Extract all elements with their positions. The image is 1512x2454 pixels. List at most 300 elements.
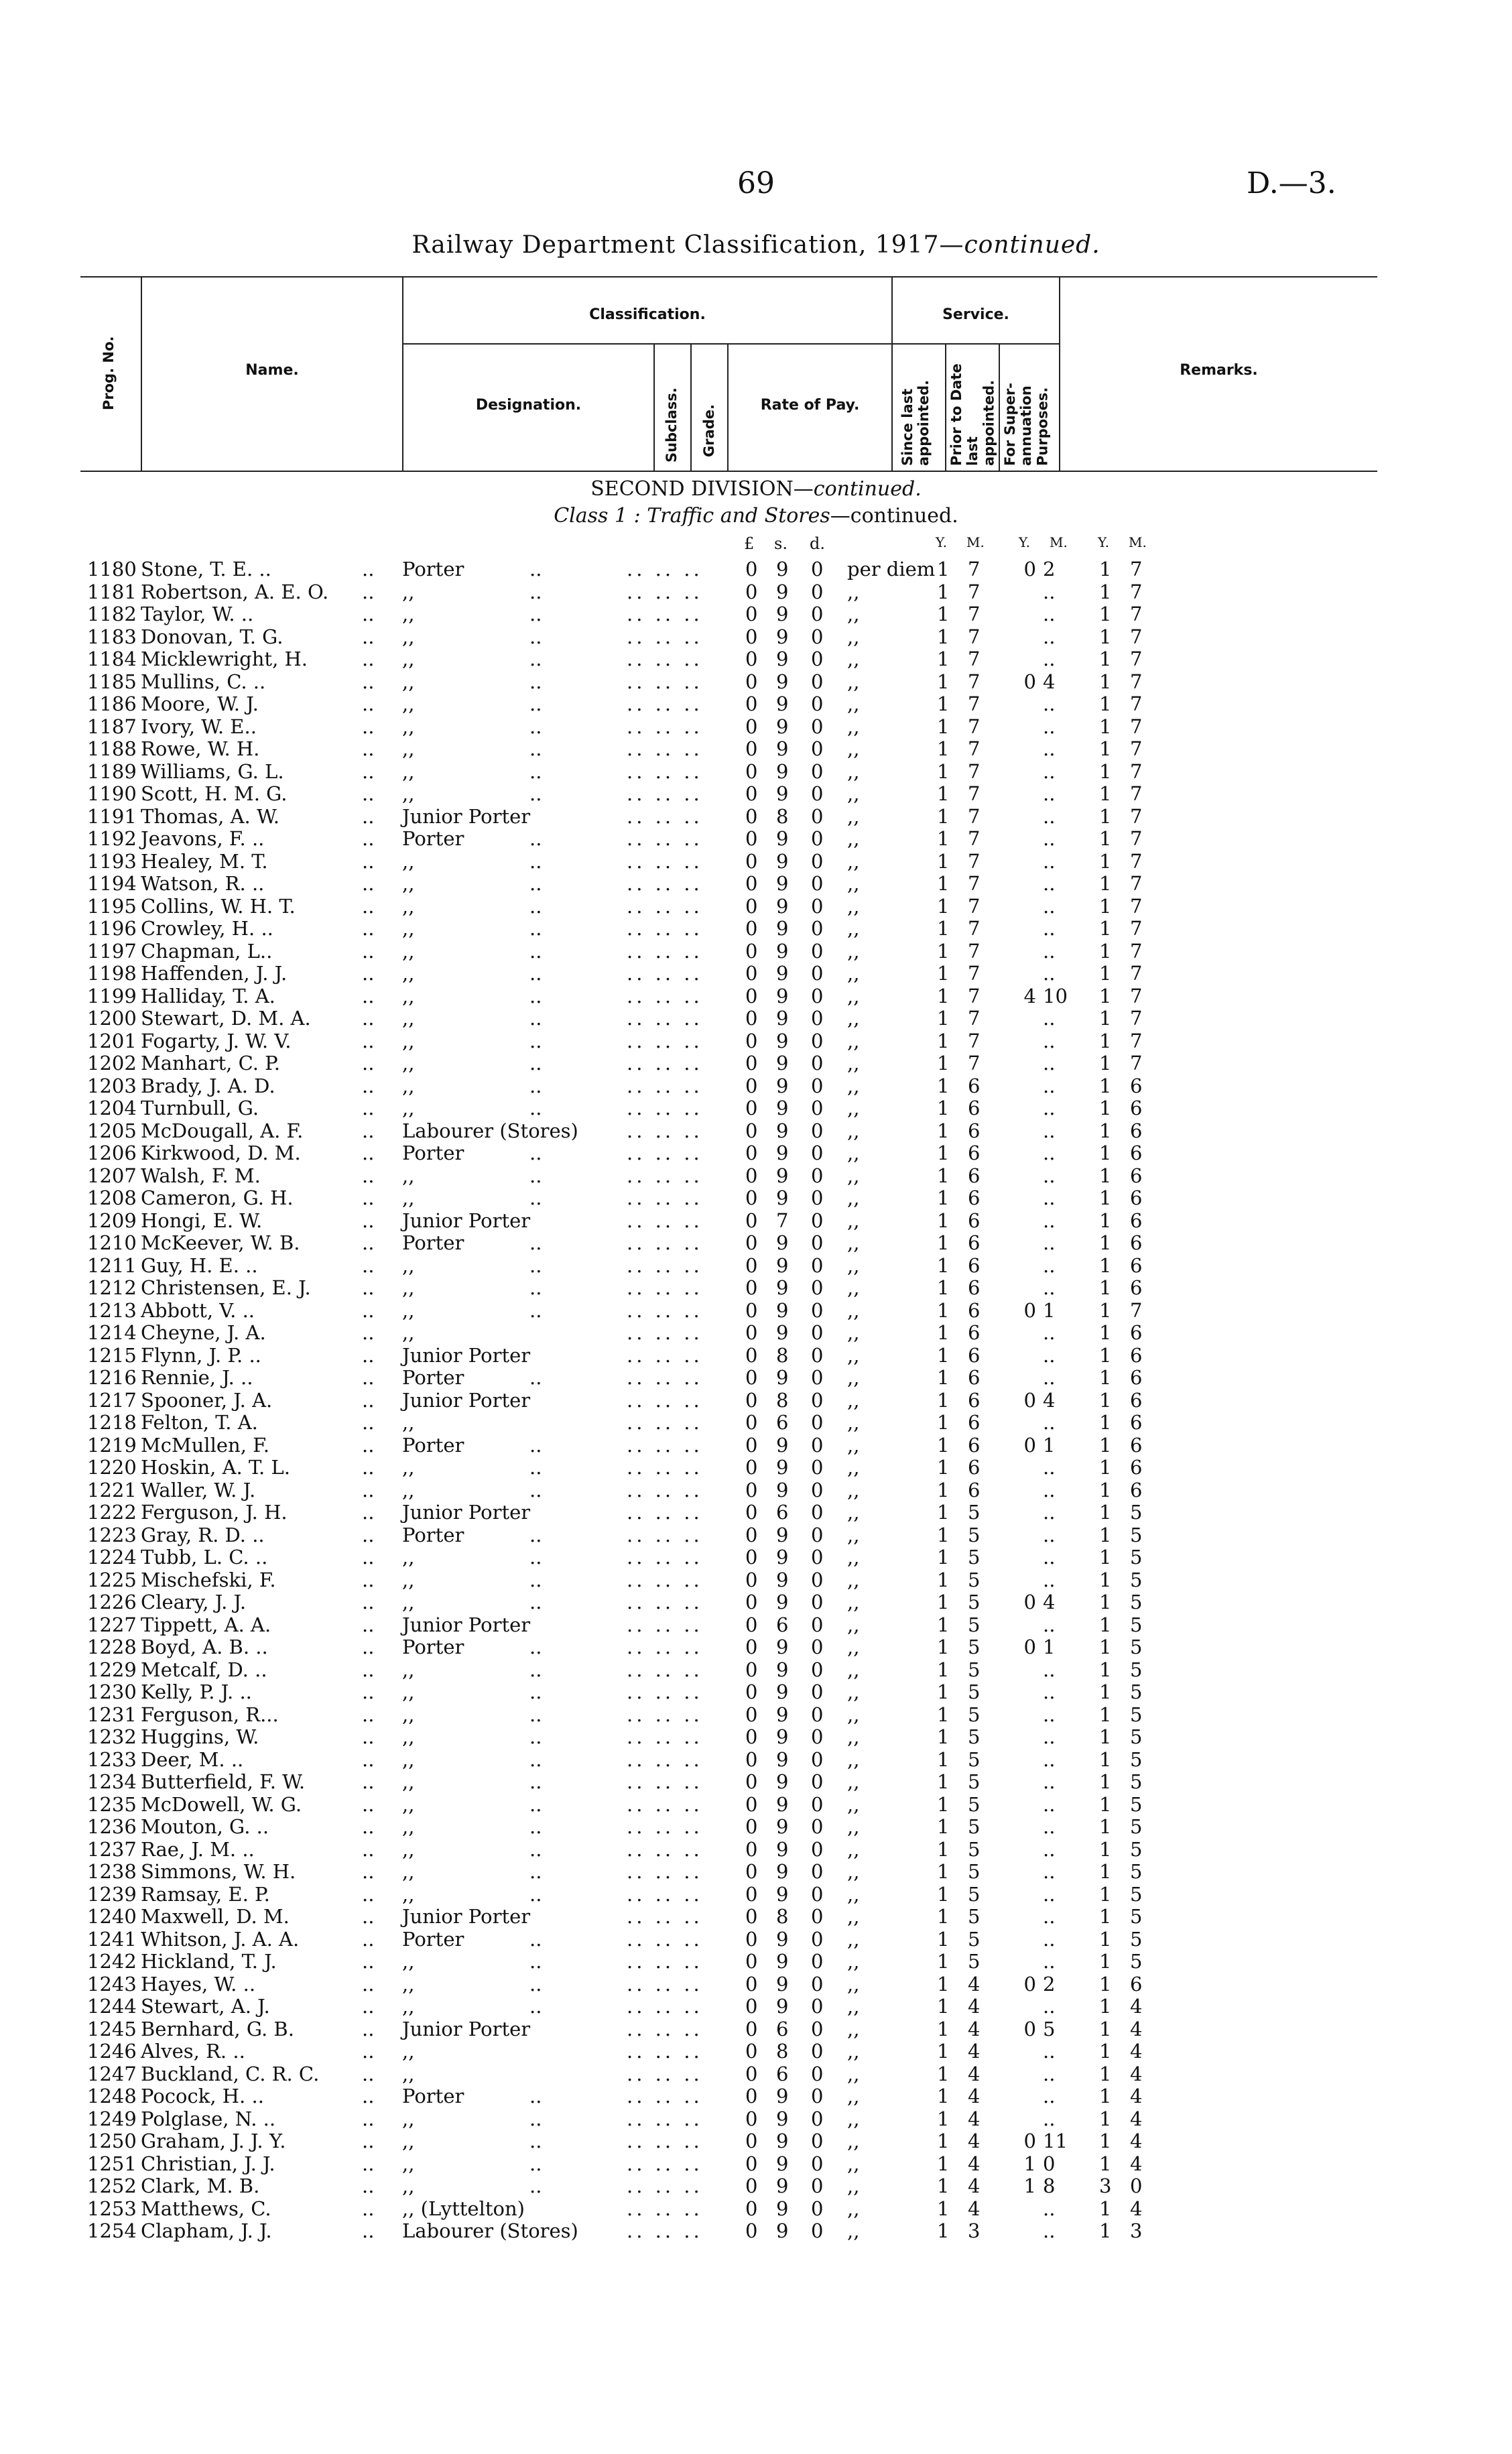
cell-leader-dots: .. .. ..	[627, 2219, 703, 2242]
cell-pay-shillings: 9	[776, 1074, 789, 1097]
cell-pay-per: ,,	[847, 2219, 860, 2242]
cell-designation: ,,	[402, 648, 415, 670]
cell-designation: ,,	[402, 782, 415, 805]
cell-super-months: 7	[1130, 962, 1143, 985]
cell-leader-dots: ..	[362, 1546, 375, 1569]
cell-pay-pounds: 0	[745, 2085, 758, 2107]
cell-pay-pence: 0	[811, 2152, 824, 2175]
cell-super-months: 6	[1130, 1972, 1143, 1996]
cell-pay-shillings: 9	[776, 2130, 789, 2152]
table-row	[0, 896, 1512, 918]
cell-prior-years: 0	[1023, 670, 1036, 693]
cell-designation: ,,	[402, 2107, 415, 2130]
cell-super-months: 6	[1130, 1478, 1143, 1501]
cell-pay-per: ,,	[847, 849, 860, 873]
cell-leader-dots: ..	[529, 1231, 542, 1254]
cell-leader-dots: ..	[362, 1837, 375, 1861]
cell-since-years: 1	[937, 939, 950, 963]
cell-pay-pounds: 0	[745, 1591, 758, 1613]
cell-super-years: 1	[1099, 625, 1112, 648]
table-row	[0, 1749, 1512, 1772]
cell-prog-no: 1220	[87, 1456, 137, 1479]
cell-since-months: 7	[968, 1029, 981, 1052]
cell-pay-pounds: 0	[745, 603, 758, 625]
cell-prior-months: ..	[1043, 1860, 1056, 1883]
cell-prior-months: ..	[1043, 1142, 1056, 1164]
cell-name: Deer, M. ..	[141, 1747, 244, 1771]
cell-leader-dots: ..	[529, 1747, 542, 1771]
cell-pay-shillings: 9	[776, 1523, 789, 1546]
cell-leader-dots: .. .. ..	[627, 1636, 703, 1658]
table-row	[0, 1232, 1512, 1255]
table-row	[0, 828, 1512, 851]
cell-leader-dots: ..	[362, 1478, 375, 1501]
cell-since-months: 7	[968, 984, 981, 1007]
cell-leader-dots: ..	[529, 2085, 542, 2107]
cell-leader-dots: .. .. ..	[627, 827, 703, 850]
cell-pay-per: ,,	[847, 1860, 860, 1883]
cell-prior-months: ..	[1043, 1029, 1056, 1052]
cell-name: Jeavons, F. ..	[141, 827, 265, 850]
cell-super-months: 6	[1130, 1388, 1143, 1412]
cell-leader-dots: ..	[529, 715, 542, 738]
cell-pay-pounds: 0	[745, 625, 758, 648]
cell-leader-dots: .. .. ..	[627, 1186, 703, 1209]
cell-pay-per: ,,	[847, 1815, 860, 1838]
cell-pay-per: ,,	[847, 2107, 860, 2130]
cell-super-months: 0	[1130, 2174, 1143, 2197]
cell-name: Polglase, N. ..	[141, 2107, 276, 2130]
cell-leader-dots: .. .. ..	[627, 1905, 703, 1928]
cell-prior-months: ..	[1043, 1770, 1056, 1793]
cell-pay-shillings: 9	[776, 1007, 789, 1030]
cell-designation: ,,	[402, 1882, 415, 1906]
header-grade: Grade.	[701, 404, 717, 457]
cell-prior-months: 4	[1043, 1591, 1056, 1613]
cell-leader-dots: .. .. ..	[627, 1995, 703, 2018]
cell-super-months: 4	[1130, 2085, 1143, 2107]
cell-super-months: 6	[1130, 1321, 1143, 1344]
cell-pay-per: ,,	[847, 1501, 860, 1524]
cell-since-months: 5	[968, 1792, 981, 1816]
cell-designation: ,,	[402, 1546, 415, 1569]
cell-leader-dots: .. .. ..	[627, 1388, 703, 1412]
cell-leader-dots: ..	[529, 1433, 542, 1457]
cell-since-months: 4	[968, 2085, 981, 2107]
cell-name: Healey, M. T.	[141, 849, 268, 873]
cell-leader-dots: ..	[362, 715, 375, 738]
header-designation: Designation.	[475, 397, 582, 414]
cell-pay-pounds: 0	[745, 1792, 758, 1816]
cell-pay-per: ,,	[847, 1007, 860, 1030]
cell-since-months: 7	[968, 894, 981, 918]
table-row	[0, 1255, 1512, 1278]
cell-prior-months: ..	[1043, 1837, 1056, 1861]
cell-pay-per: ,,	[847, 1636, 860, 1658]
cell-prior-years: 0	[1023, 2130, 1036, 2152]
cell-designation: Porter	[402, 1142, 464, 1164]
cell-pay-shillings: 9	[776, 1433, 789, 1457]
cell-prog-no: 1242	[87, 1950, 137, 1973]
cell-since-months: 4	[968, 2197, 981, 2220]
cell-since-months: 5	[968, 1837, 981, 1861]
cell-prog-no: 1197	[87, 939, 137, 963]
cell-designation: Porter	[402, 1523, 464, 1546]
table-row	[0, 558, 1512, 581]
cell-leader-dots: .. .. ..	[627, 1321, 703, 1344]
table-row	[0, 626, 1512, 649]
cell-prior-years: 1	[1023, 2152, 1036, 2175]
cell-super-years: 1	[1099, 2085, 1112, 2107]
cell-since-years: 1	[937, 1253, 950, 1277]
cell-leader-dots: ..	[529, 962, 542, 985]
cell-super-months: 5	[1130, 1837, 1143, 1861]
cell-pay-pence: 0	[811, 1501, 824, 1524]
cell-prior-months: ..	[1043, 1568, 1056, 1591]
cell-pay-pounds: 0	[745, 1411, 758, 1434]
table-row	[0, 1501, 1512, 1524]
header-name: Name.	[245, 362, 299, 379]
cell-super-months: 7	[1130, 670, 1143, 693]
cell-pay-shillings: 9	[776, 715, 789, 738]
cell-name: Brady, J. A. D.	[141, 1074, 275, 1097]
cell-prior-months: ..	[1043, 1815, 1056, 1838]
cell-pay-pounds: 0	[745, 1119, 758, 1142]
cell-prior-months: ..	[1043, 1523, 1056, 1546]
cell-pay-pounds: 0	[745, 1343, 758, 1367]
cell-leader-dots: ..	[362, 1007, 375, 1030]
cell-pay-per: ,,	[847, 1747, 860, 1771]
cell-pay-shillings: 7	[776, 1209, 789, 1232]
cell-designation: Porter	[402, 558, 464, 580]
cell-designation: ,,	[402, 1478, 415, 1501]
cell-prior-months: ..	[1043, 1927, 1056, 1951]
cell-leader-dots: ..	[529, 849, 542, 873]
cell-pay-per: ,,	[847, 1343, 860, 1367]
cell-since-months: 6	[968, 1119, 981, 1142]
cell-super-years: 1	[1099, 1882, 1112, 1906]
cell-leader-dots: .. .. ..	[627, 1972, 703, 1996]
cell-designation: ,,	[402, 603, 415, 625]
cell-super-months: 5	[1130, 1568, 1143, 1591]
cell-super-months: 7	[1130, 827, 1143, 850]
cell-since-months: 5	[968, 1546, 981, 1569]
cell-leader-dots: .. .. ..	[627, 1366, 703, 1389]
cell-prior-months: ..	[1043, 872, 1056, 895]
table-row	[0, 806, 1512, 829]
cell-leader-dots: ..	[362, 1703, 375, 1726]
cell-pay-pence: 0	[811, 1747, 824, 1771]
cell-super-years: 1	[1099, 692, 1112, 715]
cell-prior-years: 4	[1023, 984, 1036, 1007]
cell-prior-years: 0	[1023, 1636, 1036, 1658]
cell-pay-shillings: 6	[776, 2017, 789, 2040]
cell-since-years: 1	[937, 804, 950, 828]
cell-leader-dots: ..	[362, 1747, 375, 1771]
cell-pay-pence: 0	[811, 1972, 824, 1996]
cell-prior-months: ..	[1043, 804, 1056, 828]
cell-super-months: 6	[1130, 1164, 1143, 1187]
cell-pay-pounds: 0	[745, 804, 758, 828]
cell-name: Metcalf, D. ..	[141, 1658, 267, 1681]
cell-name: Hongi, E. W.	[141, 1209, 263, 1232]
cell-super-months: 4	[1130, 2107, 1143, 2130]
cell-leader-dots: .. .. ..	[627, 715, 703, 738]
cell-prog-no: 1201	[87, 1029, 137, 1052]
cell-prog-no: 1221	[87, 1478, 137, 1501]
cell-since-months: 5	[968, 1680, 981, 1703]
cell-pay-pounds: 0	[745, 1523, 758, 1546]
cell-leader-dots: ..	[529, 580, 542, 603]
cell-leader-dots: ..	[362, 1253, 375, 1277]
cell-super-years: 1	[1099, 1770, 1112, 1793]
cell-since-months: 5	[968, 1523, 981, 1546]
cell-super-months: 7	[1130, 737, 1143, 760]
cell-prior-months: 8	[1043, 2174, 1056, 2197]
cell-since-years: 1	[937, 1546, 950, 1569]
cell-pay-pence: 0	[811, 1568, 824, 1591]
cell-prior-months: ..	[1043, 1792, 1056, 1816]
cell-super-years: 1	[1099, 1186, 1112, 1209]
cell-pay-pence: 0	[811, 1905, 824, 1928]
cell-leader-dots: ..	[529, 2174, 542, 2197]
cell-pay-pounds: 0	[745, 1703, 758, 1726]
cell-prior-years: 0	[1023, 1298, 1036, 1322]
cell-leader-dots: ..	[529, 1007, 542, 1030]
cell-pay-per: ,,	[847, 1209, 860, 1232]
cell-super-months: 6	[1130, 1186, 1143, 1209]
cell-super-months: 5	[1130, 1546, 1143, 1569]
cell-pay-shillings: 9	[776, 558, 789, 580]
table-row	[0, 1120, 1512, 1143]
cell-leader-dots: .. .. ..	[627, 1950, 703, 1973]
cell-since-months: 5	[968, 1501, 981, 1524]
cell-super-months: 5	[1130, 1680, 1143, 1703]
cell-prior-months: ..	[1043, 1546, 1056, 1569]
cell-pay-per: ,,	[847, 1411, 860, 1434]
cell-name: Clark, M. B.	[141, 2174, 260, 2197]
cell-prior-months: ..	[1043, 2197, 1056, 2220]
cell-prior-months: ..	[1043, 1007, 1056, 1030]
cell-since-months: 7	[968, 804, 981, 828]
cell-prior-months: ..	[1043, 625, 1056, 648]
cell-super-years: 1	[1099, 1860, 1112, 1883]
cell-leader-dots: .. .. ..	[627, 759, 703, 783]
cell-super-years: 1	[1099, 939, 1112, 963]
cell-since-months: 4	[968, 2130, 981, 2152]
cell-super-years: 1	[1099, 1591, 1112, 1613]
cell-super-years: 1	[1099, 962, 1112, 985]
cell-since-years: 1	[937, 1411, 950, 1434]
cell-prior-months: 4	[1043, 1388, 1056, 1412]
cell-super-months: 5	[1130, 1523, 1143, 1546]
cell-prior-months: ..	[1043, 2219, 1056, 2242]
cell-leader-dots: .. .. ..	[627, 1007, 703, 1030]
cell-since-months: 4	[968, 2152, 981, 2175]
table-row	[0, 648, 1512, 671]
cell-prior-months: 10	[1043, 984, 1068, 1007]
cell-leader-dots: ..	[529, 1074, 542, 1097]
cell-pay-pounds: 0	[745, 2219, 758, 2242]
cell-prog-no: 1247	[87, 2062, 137, 2085]
cell-super-months: 7	[1130, 917, 1143, 940]
cell-since-years: 1	[937, 692, 950, 715]
cell-prog-no: 1251	[87, 2152, 137, 2175]
cell-designation: ,,	[402, 2152, 415, 2175]
cell-super-months: 7	[1130, 759, 1143, 783]
cell-pay-pence: 0	[811, 1837, 824, 1861]
header-prior-to-date: Prior to Date last appointed.	[948, 363, 997, 466]
cell-leader-dots: ..	[529, 1142, 542, 1164]
cell-pay-pounds: 0	[745, 1231, 758, 1254]
cell-leader-dots: ..	[362, 1792, 375, 1816]
cell-prior-months: ..	[1043, 1905, 1056, 1928]
table-row	[0, 1681, 1512, 1704]
cell-super-years: 1	[1099, 1321, 1112, 1344]
table-row	[0, 2108, 1512, 2131]
cell-leader-dots: ..	[362, 1231, 375, 1254]
cell-pay-per: ,,	[847, 1478, 860, 1501]
cell-super-years: 1	[1099, 1501, 1112, 1524]
cell-prior-months: ..	[1043, 1321, 1056, 1344]
cell-pay-pounds: 0	[745, 827, 758, 850]
cell-pay-per: ,,	[847, 1253, 860, 1277]
cell-leader-dots: ..	[529, 737, 542, 760]
table-row	[0, 1816, 1512, 1839]
cell-leader-dots: .. .. ..	[627, 917, 703, 940]
cell-pay-pounds: 0	[745, 715, 758, 738]
cell-pay-pounds: 0	[745, 872, 758, 895]
cell-prog-no: 1209	[87, 1209, 137, 1232]
cell-super-years: 1	[1099, 1433, 1112, 1457]
cell-name: Christian, J. J.	[141, 2152, 275, 2175]
cell-designation: ,,	[402, 1658, 415, 1681]
cell-leader-dots: ..	[362, 737, 375, 760]
cell-pay-per: ,,	[847, 715, 860, 738]
cell-pay-pence: 0	[811, 692, 824, 715]
cell-pay-pence: 0	[811, 1253, 824, 1277]
cell-super-months: 7	[1130, 625, 1143, 648]
cell-super-years: 1	[1099, 1680, 1112, 1703]
cell-leader-dots: ..	[362, 1882, 375, 1906]
cell-leader-dots: .. .. ..	[627, 1119, 703, 1142]
cell-designation: Junior Porter	[402, 1388, 531, 1412]
cell-name: Robertson, A. E. O.	[141, 580, 329, 603]
header-since-last: Since last appointed.	[899, 379, 932, 466]
cell-name: Tubb, L. C. ..	[141, 1546, 268, 1569]
cell-pay-shillings: 9	[776, 625, 789, 648]
cell-prog-no: 1208	[87, 1186, 137, 1209]
cell-since-years: 1	[937, 1860, 950, 1883]
table-row	[0, 2085, 1512, 2108]
cell-pay-per: ,,	[847, 1456, 860, 1479]
cell-super-months: 4	[1130, 2017, 1143, 2040]
cell-prog-no: 1210	[87, 1231, 137, 1254]
cell-pay-pounds: 0	[745, 849, 758, 873]
header-classification: Classification.	[589, 306, 706, 323]
cell-pay-pounds: 0	[745, 1546, 758, 1569]
cell-leader-dots: ..	[362, 1186, 375, 1209]
cell-prior-months: ..	[1043, 849, 1056, 873]
cell-pay-pounds: 0	[745, 917, 758, 940]
table-row	[0, 1142, 1512, 1165]
table-row	[0, 1906, 1512, 1928]
cell-pay-per: ,,	[847, 1837, 860, 1861]
cell-super-months: 7	[1130, 1007, 1143, 1030]
cell-super-months: 4	[1130, 2040, 1143, 2063]
cell-prog-no: 1199	[87, 984, 137, 1007]
cell-leader-dots: ..	[529, 1882, 542, 1906]
cell-leader-dots: .. .. ..	[627, 962, 703, 985]
cell-leader-dots: ..	[362, 692, 375, 715]
cell-pay-pence: 0	[811, 558, 824, 580]
cell-pay-shillings: 9	[776, 1860, 789, 1883]
cell-pay-shillings: 9	[776, 1366, 789, 1389]
cell-super-months: 6	[1130, 1411, 1143, 1434]
cell-leader-dots: .. .. ..	[627, 894, 703, 918]
cell-since-years: 1	[937, 625, 950, 648]
cell-name: Scott, H. M. G.	[141, 782, 288, 805]
cell-leader-dots: .. .. ..	[627, 648, 703, 670]
cell-prior-months: ..	[1043, 692, 1056, 715]
cell-pay-pence: 0	[811, 1298, 824, 1322]
cell-name: Ramsay, E. P.	[141, 1882, 270, 1906]
cell-pay-per: ,,	[847, 984, 860, 1007]
cell-pay-per: ,,	[847, 1052, 860, 1075]
cell-prior-months: ..	[1043, 1276, 1056, 1299]
cell-prior-months: ..	[1043, 1501, 1056, 1524]
cell-leader-dots: ..	[362, 625, 375, 648]
cell-name: Cameron, G. H.	[141, 1186, 294, 1209]
cell-pay-per: ,,	[847, 2062, 860, 2085]
cell-prog-no: 1182	[87, 603, 137, 625]
cell-since-months: 5	[968, 1882, 981, 1906]
cell-super-months: 7	[1130, 872, 1143, 895]
cell-prior-months: ..	[1043, 1209, 1056, 1232]
cell-super-months: 7	[1130, 580, 1143, 603]
cell-leader-dots: ..	[529, 648, 542, 670]
table-body	[0, 558, 1512, 2243]
cell-designation: ,,	[402, 1007, 415, 1030]
cell-since-months: 5	[968, 1770, 981, 1793]
cell-pay-pounds: 0	[745, 1298, 758, 1322]
cell-since-years: 1	[937, 2130, 950, 2152]
cell-pay-per: ,,	[847, 1972, 860, 1996]
cell-pay-pence: 0	[811, 827, 824, 850]
cell-since-months: 5	[968, 1568, 981, 1591]
table-row	[0, 671, 1512, 694]
cell-since-months: 5	[968, 1591, 981, 1613]
cell-since-years: 1	[937, 648, 950, 670]
cell-super-years: 1	[1099, 804, 1112, 828]
cell-prog-no: 1195	[87, 894, 137, 918]
cell-leader-dots: .. .. ..	[627, 1456, 703, 1479]
cell-pay-pounds: 0	[745, 2017, 758, 2040]
cell-pay-shillings: 8	[776, 1343, 789, 1367]
cell-pay-pence: 0	[811, 1882, 824, 1906]
cell-name: Huggins, W.	[141, 1725, 259, 1748]
cell-prior-months: ..	[1043, 1613, 1056, 1636]
cell-super-years: 1	[1099, 1792, 1112, 1816]
cell-since-months: 5	[968, 1905, 981, 1928]
cell-pay-pounds: 0	[745, 782, 758, 805]
cell-super-years: 1	[1099, 849, 1112, 873]
cell-leader-dots: ..	[362, 648, 375, 670]
cell-designation: ,,	[402, 625, 415, 648]
cell-pay-shillings: 9	[776, 1298, 789, 1322]
cell-super-years: 1	[1099, 1636, 1112, 1658]
cell-leader-dots: .. .. ..	[627, 872, 703, 895]
